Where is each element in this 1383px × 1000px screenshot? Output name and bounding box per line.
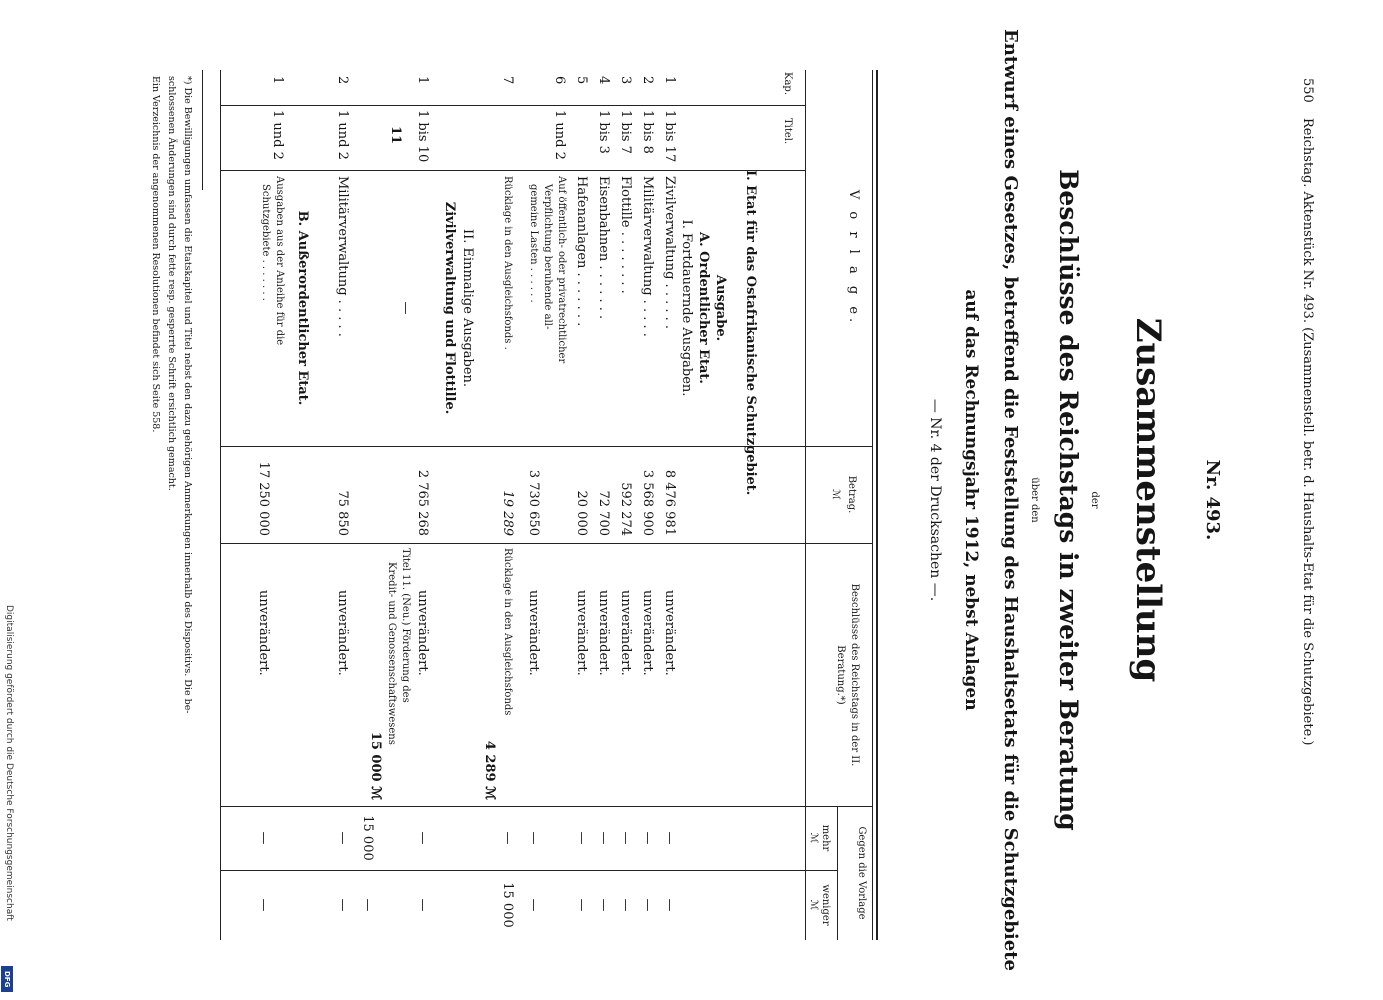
row6-desc-line1: Auf öffentlich- oder privatrechtlicher — [556, 176, 567, 364]
ao-mehr: — — [256, 831, 271, 845]
einm2-betrag: 75 850 — [335, 490, 350, 536]
einm2-desc: Militärverwaltung . . . . . — [335, 176, 350, 337]
header-betrag: Betrag. — [846, 475, 857, 514]
header-titel: Titel. — [782, 118, 793, 145]
row2-titel: 1 bis 8 — [640, 110, 655, 154]
row3-kap: 3 — [618, 76, 633, 85]
einm1-mehr: — — [415, 831, 430, 845]
footnote-line3: Ein Verzeichnis der angenommenen Resolutionen befindet sich Seite 558. — [150, 76, 161, 433]
row6-mehr: — — [526, 831, 541, 845]
ao-desc-line1: Ausgaben aus der Anleihe für die — [274, 176, 285, 346]
einm1-beschluss: unverändert. — [415, 590, 430, 676]
einm2-kap: 2 — [335, 76, 350, 85]
row6-titel: 1 und 2 — [552, 110, 567, 160]
header-weniger-unit: ℳ — [808, 899, 819, 911]
einm11-mehr: 15 000 — [360, 815, 375, 861]
row2-mehr: — — [640, 831, 655, 845]
row7-weniger: 15 000 — [500, 882, 515, 928]
einm11-titel: 11 — [388, 126, 403, 145]
table-header-rule — [805, 70, 806, 940]
dfg-credit-text: Digitalisierung gefördert durch die Deutsche Forschungsgemeinschaft — [4, 605, 14, 921]
running-title: Reichstag. Aktenstück Nr. 493. (Zusammenstell. betr. d. Haushalts-Etat für die Schutzgebiete.) — [1300, 118, 1315, 746]
header-kap: Kap. — [782, 72, 793, 96]
heading-ordentlicher-etat: A. Ordentlicher Etat. — [696, 232, 711, 384]
header-gegen: Gegen die Vorlage — [856, 826, 867, 920]
heading-fortdauernde: I. Fortdauernde Ausgaben. — [679, 219, 694, 397]
row5-betrag: 20 000 — [574, 490, 589, 536]
ao-kap: 1 — [270, 76, 285, 85]
row5-beschluss: unverändert. — [574, 590, 589, 676]
page-number: 550 — [1300, 78, 1315, 103]
einm2-beschluss: unverändert. — [335, 590, 350, 676]
ao-titel: 1 und 2 — [270, 110, 285, 160]
header-vorlage: V o r l a g e. — [846, 189, 861, 327]
row6-beschluss: unverändert. — [526, 590, 541, 676]
header-beschluesse: Beschlüsse des Reichstags in der II. Beratung.*) — [835, 583, 860, 767]
document-title: Zusammenstellung — [1128, 317, 1168, 683]
gegen-sub-rule — [837, 806, 838, 940]
einm11-weniger: — — [360, 898, 375, 912]
einm11-beschluss-line2: Kredit- und Genossenschaftswesens — [386, 562, 397, 745]
divider-beschluss — [221, 543, 873, 544]
einm1-weniger: — — [415, 898, 430, 912]
row6-kap: 6 — [552, 76, 567, 85]
einm11-dash: — — [398, 301, 413, 315]
row4-titel: 1 bis 3 — [596, 110, 611, 154]
header-mehr: mehr — [820, 824, 831, 852]
row3-desc: Flottille . . . . . . . . — [618, 176, 633, 294]
bill-title-line1: Entwurf eines Gesetzes, betreffend die Feststellung des Haushaltsetats für die Schutzgebiete — [1000, 29, 1021, 971]
row2-weniger: — — [640, 898, 655, 912]
einm2-weniger: — — [335, 898, 350, 912]
section-east-africa: I. Etat für das Ostafrikanische Schutzgebiet. — [743, 170, 758, 496]
document-number: Nr. 493. — [1202, 459, 1223, 541]
header-betrag-unit: ℳ — [830, 489, 841, 500]
row1-titel: 1 bis 17 — [662, 110, 677, 163]
row7-beschluss-line1: Rücklage in den Ausgleichsfonds — [502, 548, 513, 716]
divider-gegen — [221, 806, 873, 807]
row6-weniger: — — [526, 898, 541, 912]
row2-beschluss: unverändert. — [640, 590, 655, 676]
einm2-mehr: — — [335, 831, 350, 845]
row4-kap: 4 — [596, 76, 611, 85]
einm11-beschluss-amount: 15 000 ℳ — [368, 731, 383, 800]
title-der: der — [1089, 491, 1100, 509]
title-ueber-den: über den — [1029, 477, 1040, 523]
einm2-titel: 1 und 2 — [335, 110, 350, 160]
row1-mehr: — — [662, 831, 677, 845]
einm1-betrag: 2 765 268 — [415, 469, 430, 536]
bill-title-line2: auf das Rechnungsjahr 1912, nebst Anlagen — [961, 289, 981, 711]
row2-desc: Militärverwaltung . . . . . — [640, 176, 655, 337]
row6-desc-line2: Verpflichtung beruhende all- — [542, 184, 553, 330]
row2-betrag: 3 568 900 — [640, 469, 655, 536]
footnote-line1: *) Die Bewilligungen umfassen die Etatskapitel und Titel nebst den dazu gehörigen Anmerkungen innerhalb des Dispositivs. Die be- — [182, 76, 193, 714]
row5-weniger: — — [574, 898, 589, 912]
row5-kap: 5 — [574, 76, 589, 85]
heading-ausserordentlicher: B. Außerordentlicher Etat. — [295, 210, 310, 406]
heading-ausgabe: Ausgabe. — [713, 274, 728, 342]
row3-beschluss: unverändert. — [618, 590, 633, 676]
table-top-rule-thin — [872, 70, 873, 940]
row6-desc-line3: gemeine Lasten . . . . . . — [528, 184, 539, 303]
row5-mehr: — — [574, 831, 589, 845]
einm1-kap: 1 — [415, 76, 430, 85]
row4-mehr: — — [596, 831, 611, 845]
row3-mehr: — — [618, 831, 633, 845]
row6-betrag: 3 730 650 — [526, 469, 541, 536]
row4-beschluss: unverändert. — [596, 590, 611, 676]
divider-betrag — [221, 446, 873, 447]
divider-kap — [221, 105, 806, 106]
resolutions-heading: Beschlüsse des Reichstags in zweiter Beratung — [1054, 169, 1083, 831]
header-weniger: weniger — [820, 884, 831, 926]
row1-desc: Zivilverwaltung . . . . . . — [662, 176, 677, 330]
row1-betrag: 8 476 981 — [662, 469, 677, 536]
table-bottom-rule — [220, 70, 221, 940]
bill-reference: — Nr. 4 der Drucksachen —. — [927, 398, 943, 602]
table-top-rule — [876, 70, 878, 940]
row3-weniger: — — [618, 898, 633, 912]
row3-betrag: 592 274 — [618, 482, 633, 536]
row4-betrag: 72 700 — [596, 490, 611, 536]
row7-beschluss-amount: 4 289 ℳ — [482, 740, 497, 800]
heading-zivil-flottille: Zivilverwaltung und Flottille. — [442, 201, 457, 415]
ao-beschluss: unverändert. — [256, 590, 271, 676]
row1-kap: 1 — [662, 76, 677, 85]
row7-kap: 7 — [500, 76, 515, 85]
row3-titel: 1 bis 7 — [618, 110, 633, 154]
einm1-titel: 1 bis 10 — [415, 110, 430, 163]
header-mehr-unit: ℳ — [808, 832, 819, 844]
heading-einmalige: II. Einmalige Ausgaben. — [460, 228, 475, 388]
ao-betrag: 17 250 000 — [256, 461, 271, 536]
row2-kap: 2 — [640, 76, 655, 85]
ao-weniger: — — [256, 898, 271, 912]
footnote-line2: schlossenen Änderungen sind durch fette resp. gesperrte Schrift ersichtlich gemacht. — [166, 76, 177, 491]
row7-desc: Rücklage in den Ausgleichsfonds . — [502, 176, 513, 350]
row1-weniger: — — [662, 898, 677, 912]
dfg-logo-icon: DFG — [1, 966, 13, 992]
einm11-beschluss-line1: Titel 11. (Neu.) Förderung des — [400, 548, 411, 703]
row4-desc: Eisenbahnen . . . . . . . — [596, 176, 611, 320]
row7-betrag: 19 289 — [500, 490, 515, 536]
row4-weniger: — — [596, 898, 611, 912]
row7-mehr: — — [500, 831, 515, 845]
row1-beschluss: unverändert. — [662, 590, 677, 676]
ao-desc-line2: Schutzgebiete . . . . . . . — [260, 184, 271, 301]
footnote-rule — [202, 70, 203, 190]
row5-desc: Hafenanlagen . . . . . . . — [574, 176, 589, 327]
